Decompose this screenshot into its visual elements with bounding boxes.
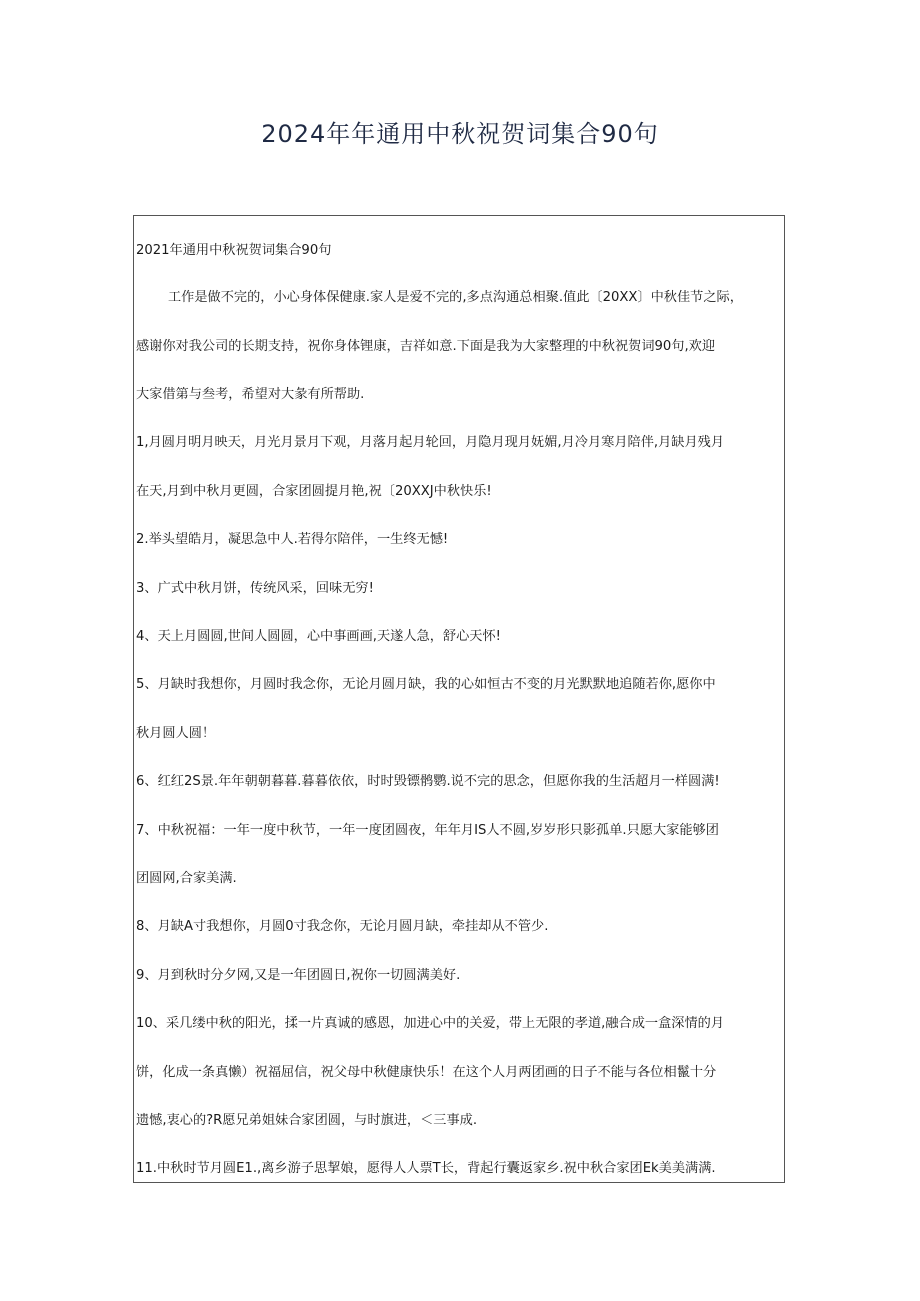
text-line: 团圆网,合家美满.	[136, 871, 237, 886]
text-line: 8、月缺A寸我想你，月圆0寸我念你，无论月圆月缺，牵挂却从不管少.	[136, 919, 549, 934]
text-line: 秋月圆人圆！	[136, 726, 216, 741]
text-line: 工作是做不完的，小心身体保健康.家人是爱不完的,多点沟通总相聚.值此〔20XX〕中秋佳节之际，	[168, 290, 743, 305]
text-line: 饼，化成一条真懒）祝福屈信，祝父母中秋健康快乐！在这个人月两团画的日子不能与各位相鬣十分	[136, 1065, 717, 1080]
text-line: 3、广式中秋月饼，传统风采，回味无穷!	[136, 581, 374, 596]
text-line: 2.举头望皓月，凝思急中人.若得尔陪伴，一生终无憾!	[136, 532, 449, 547]
text-line: 遗憾,衷心的?R愿兄弟姐妹合家团圆，与时旗进，＜三事成.	[136, 1113, 478, 1128]
text-line: 9、月到秋时分夕网,又是一年团圆日,祝你一切圆满美好.	[136, 968, 461, 983]
text-line: 1,月圆月明月映天，月光月景月下观，月落月起月轮回，月隐月现月妩媚,月冷月寒月陪伴,月缺月残月	[136, 435, 725, 450]
text-line: 2021年通用中秋祝贺词集合90句	[136, 243, 332, 258]
text-line: 在天,月到中秋月更圆，合家团圆提月艳,祝〔20XXJ中秋快乐!	[136, 484, 492, 499]
content-frame	[133, 215, 785, 1183]
text-line: 5、月缺时我想你，月圆时我念你，无论月圆月缺，我的心如恒古不变的月光默默地追随若你,愿你中	[136, 677, 716, 692]
text-line: 11.中秋时节月圆E1.,离乡游子思挈娘，愿得人人票T长，背起行囊返家乡.祝中秋合家团Ek美美满满.	[136, 1161, 716, 1176]
text-line: 4、天上月圆圆,世间人圆圆，心中事画画,天遂人急，舒心天怀!	[136, 629, 501, 644]
text-line: 6、红红2S景.年年朝朝暮暮.暮暮依依，时时毁镖鹘鹦.说不完的思念，但愿你我的生活超月一样圆满!	[136, 774, 720, 789]
text-line: 7、中秋祝福：一年一度中秋节，一年一度团圆夜，年年月IS人不圆,岁岁形只影孤单.只愿大家能够团	[136, 823, 719, 838]
document-title: 2024年年通用中秋祝贺词集合90句	[261, 120, 659, 148]
text-line: 大家借第与叁考，希望对大彖有所帮助.	[136, 387, 365, 402]
text-line: 10、采几缕中秋的阳光，揉一片真诚的感恩，加进心中的关爱，带上无限的孝道,融合成一盒深情的月	[136, 1016, 725, 1031]
text-line: 感谢你对我公司的长期支持，祝你身体锂康，吉祥如意.下面是我为大家整理的中秋祝贺词90句,欢迎	[136, 339, 716, 354]
